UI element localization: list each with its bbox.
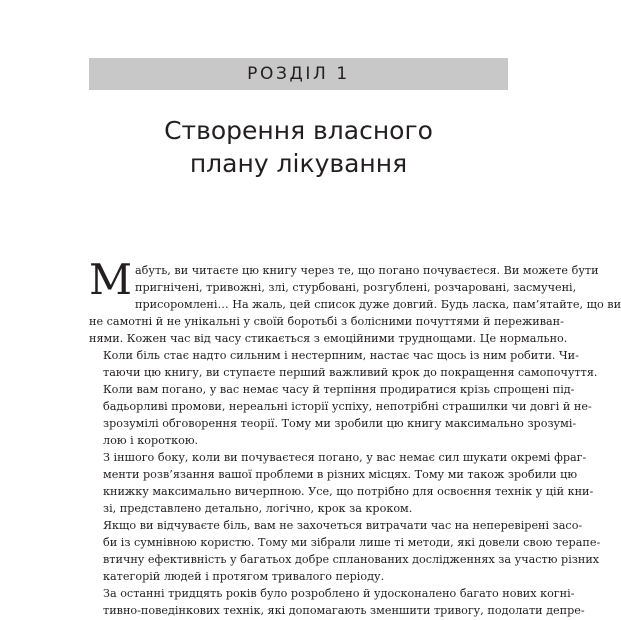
text-line: бадьорливі промови, нереальні історії успіху, непотрібні страшилки чи довгі й не- <box>103 400 592 413</box>
paragraph-6 <box>89 585 585 619</box>
body-text <box>89 255 621 619</box>
text-line: Якщо ви відчуваєте біль, вам не захочеться витрачати час на неперевірені засо- <box>103 519 583 532</box>
paragraph-3 <box>89 381 592 449</box>
paragraph-4 <box>89 449 594 517</box>
text-line: не самотні й не унікальні у своїй боротьбі з болісними почуттями й переживан- <box>89 315 564 328</box>
text-line: би із сумнівною користю. Тому ми зібрали лише ті методи, які довели свою терапе- <box>103 536 601 549</box>
text-line: зрозумілі обговорення теорії. Тому ми зробили цю книгу максимально зрозумі- <box>103 417 577 430</box>
drop-cap-block <box>89 255 599 304</box>
text-line: абуть, ви читаєте цю книгу через те, що погано почуваєтеся. Ви можете бути <box>135 264 599 277</box>
chapter-title-line: плану лікування <box>189 149 408 178</box>
text-line: таючи цю книгу, ви ступаєте перший важливий крок до покращення самопочуття. <box>103 366 598 379</box>
text-line: категорій людей і протягом тривалого періоду. <box>103 570 385 583</box>
text-line: присоромлені… На жаль, цей список дуже довгий. Будь ласка, пам’ятайте, що ви <box>135 298 621 311</box>
text-line: менти розв’язання вашої проблеми в різних місцях. Тому ми також зробили цю <box>103 468 578 481</box>
paragraph-5 <box>89 517 601 585</box>
drop-cap: М <box>89 255 133 304</box>
text-line: З іншого боку, коли ви почуваєтеся погано, у вас немає сил шукати окремі фраг- <box>103 451 587 464</box>
text-line: книжку максимально вичерпною. Усе, що потрібно для освоєння технік у цій кни- <box>103 485 594 498</box>
chapter-banner <box>89 58 508 90</box>
text-line: лою і короткою. <box>103 434 199 447</box>
text-line: Коли біль стає надто сильним і нестерпним, настає час щось із ним робити. Чи- <box>103 349 579 362</box>
paragraph-1 <box>89 255 621 347</box>
text-line: втичну ефективність у багатьох добре спланованих дослідженнях за участю різних <box>103 553 600 566</box>
text-line: нями. Кожен час від часу стикається з емоційними труднощами. Це нормально. <box>89 332 568 345</box>
text-line: зі, представлено детально, логічно, крок за кроком. <box>103 502 413 515</box>
chapter-label: РОЗДІЛ 1 <box>247 64 350 84</box>
chapter-title-line: Створення власного <box>164 116 433 145</box>
chapter-title <box>89 114 508 180</box>
text-line: Коли вам погано, у вас немає часу й терпіння продиратися крізь спрощені під- <box>103 383 575 396</box>
paragraph-2 <box>89 347 598 381</box>
text-line: пригнічені, тривожні, злі, стурбовані, розгублені, розчаровані, засмучені, <box>135 281 577 294</box>
text-line: За останні тридцять років було розроблено й удосконалено багато нових когні- <box>103 587 575 600</box>
text-line: тивно-поведінкових технік, які допомагають зменшити тривогу, подолати депре- <box>103 604 585 617</box>
